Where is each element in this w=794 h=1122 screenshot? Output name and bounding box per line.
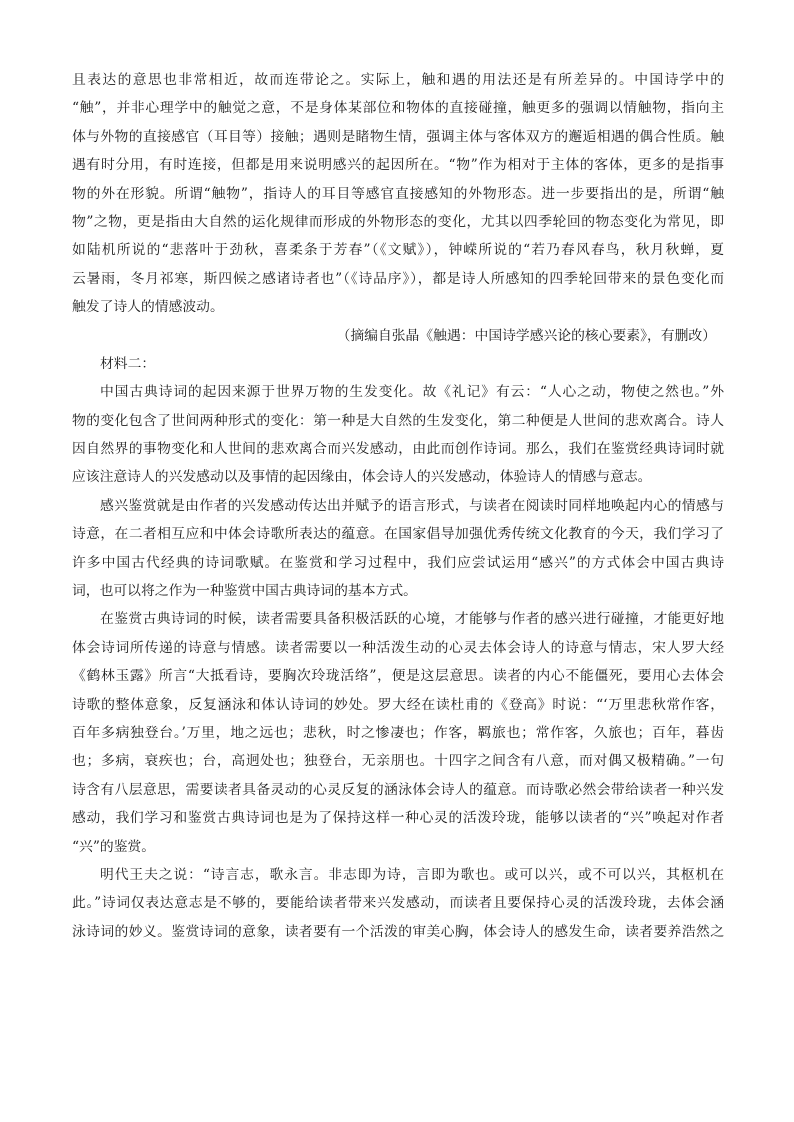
text-line: 因自然界的事物变化和人世间的悲欢离合而兴发感动，由此而创作诗词。那么，我们在鉴赏经典诗词时就 [72,441,724,458]
text-line: 应该注意诗人的兴发感动以及事情的起因缘由，体会诗人的兴发感动，体验诗人的情感与意志。 [72,469,652,486]
material-label: 材料二： [100,355,156,372]
text-line: 触发了诗人的情感波动。 [72,299,224,316]
text-line: 泳诗词的妙义。鉴赏诗词的意象，读者要有一个活泼的审美心胸，体会诗人的感发生命，读者要养浩然之 [72,923,724,940]
text-line: 感动，我们学习和鉴赏古典诗词也是为了保持这样一种心灵的活泼玲珑，能够以读者的“兴”唤起对作者 [72,810,724,827]
text-line: 诗歌的整体意象，反复涵泳和体认诗词的妙处。罗大经在读杜甫的《登高》时说：“‘万里悲秋常作客， [72,696,724,713]
text-line: “兴”的鉴赏。 [72,838,156,855]
text-line: 物的变化包含了世间两种形式的变化：第一种是大自然的生发变化，第二种便是人世间的悲欢离合。诗人 [72,412,724,429]
text-line: 此。”诗词仅表达意志是不够的，要能给读者带来兴发感动，而读者且要保持心灵的活泼玲珑，去体会涵 [72,895,724,912]
text-line: 在鉴赏古典诗词的时候，读者需要具备积极活跃的心境，才能够与作者的感兴进行碰撞，才能更好地 [100,611,724,628]
text-line: 诗意，在二者相互应和中体会诗歌所表达的蕴意。在国家倡导加强优秀传统文化教育的今天，我们学习了 [72,526,724,543]
text-line: 体与外物的直接感官（耳目等）接触；遇则是睹物生情，强调主体与客体双方的邂逅相遇的偶合性质。触 [72,128,724,145]
text-line: 遇有时分用，有时连接，但都是用来说明感兴的起因所在。“物”作为相对于主体的客体，更多的是指事 [72,157,724,174]
text-line: 如陆机所说的“悲落叶于劲秋，喜柔条于芳春”（《文赋》），钟嵘所说的“若乃春风春鸟，秋月秋蝉，夏 [72,242,724,259]
text-line: 体会诗词所传递的诗意与情感。读者需要以一种活泼生动的心灵去体会诗人的诗意与情志，宋人罗大经 [72,639,724,656]
text-line: 感兴鉴赏就是由作者的兴发感动传达出并赋予的语言形式，与读者在阅读时同样地唤起内心的情感与 [100,497,724,514]
text-line: 物的外在形貌。所谓“触物”，指诗人的耳目等感官直接感知的外物形态。进一步要指出的是，所谓“触 [72,185,724,202]
text-line: 且表达的意思也非常相近，故而连带论之。实际上，触和遇的用法还是有所差异的。中国诗学中的 [72,72,724,88]
text-line: 百年多病独登台。’万里，地之远也；悲秋，时之惨凄也；作客，羁旅也；常作客，久旅也；百年，暮齿 [72,724,724,741]
text-line: 物”之物，更是指由大自然的运化规律而形成的外物形态的变化，尤其以四季轮回的物态变化为常见，即 [72,213,724,230]
text-line: 云暑雨，冬月祁寒，斯四候之感诸诗者也”（《诗品序》），都是诗人所感知的四季轮回带来的景色变化而 [72,270,724,287]
text-line: “触”，并非心理学中的触觉之意，不是身体某部位和物体的直接碰撞，触更多的强调以情触物，指向主 [72,100,724,117]
text-line: 词，也可以将之作为一种鉴赏中国古典诗词的基本方式。 [72,583,417,600]
text-line: 明代王夫之说：“诗言志，歌永言。非志即为诗，言即为歌也。或可以兴，或不可以兴，其枢机在 [100,866,724,883]
text-line: 诗含有八层意思，需要读者具备灵动的心灵反复的涵泳体会诗人的蕴意。而诗歌必然会带给读者一种兴发 [72,781,724,798]
text-line: 《鹤林玉露》所言“大抵看诗，要胸次玲珑活络”，便是这层意思。读者的内心不能僵死，要用心去体会 [72,668,724,685]
text-line: 中国古典诗词的起因来源于世界万物的生发变化。故《礼记》有云：“人心之动，物使之然也。”外 [100,384,724,401]
text-line: 也；多病，衰疾也；台，高迥处也；独登台，无亲朋也。十四字之间含有八意，而对偶又极精确。”一句 [72,753,724,770]
source-note: （摘编自张晶《触遇：中国诗学感兴论的核心要素》，有删改） [336,327,716,344]
text-line: 许多中国古代经典的诗词歌赋。在鉴赏和学习过程中，我们应尝试运用“感兴”的方式体会中国古典诗 [72,554,724,571]
document-page [72,66,724,946]
